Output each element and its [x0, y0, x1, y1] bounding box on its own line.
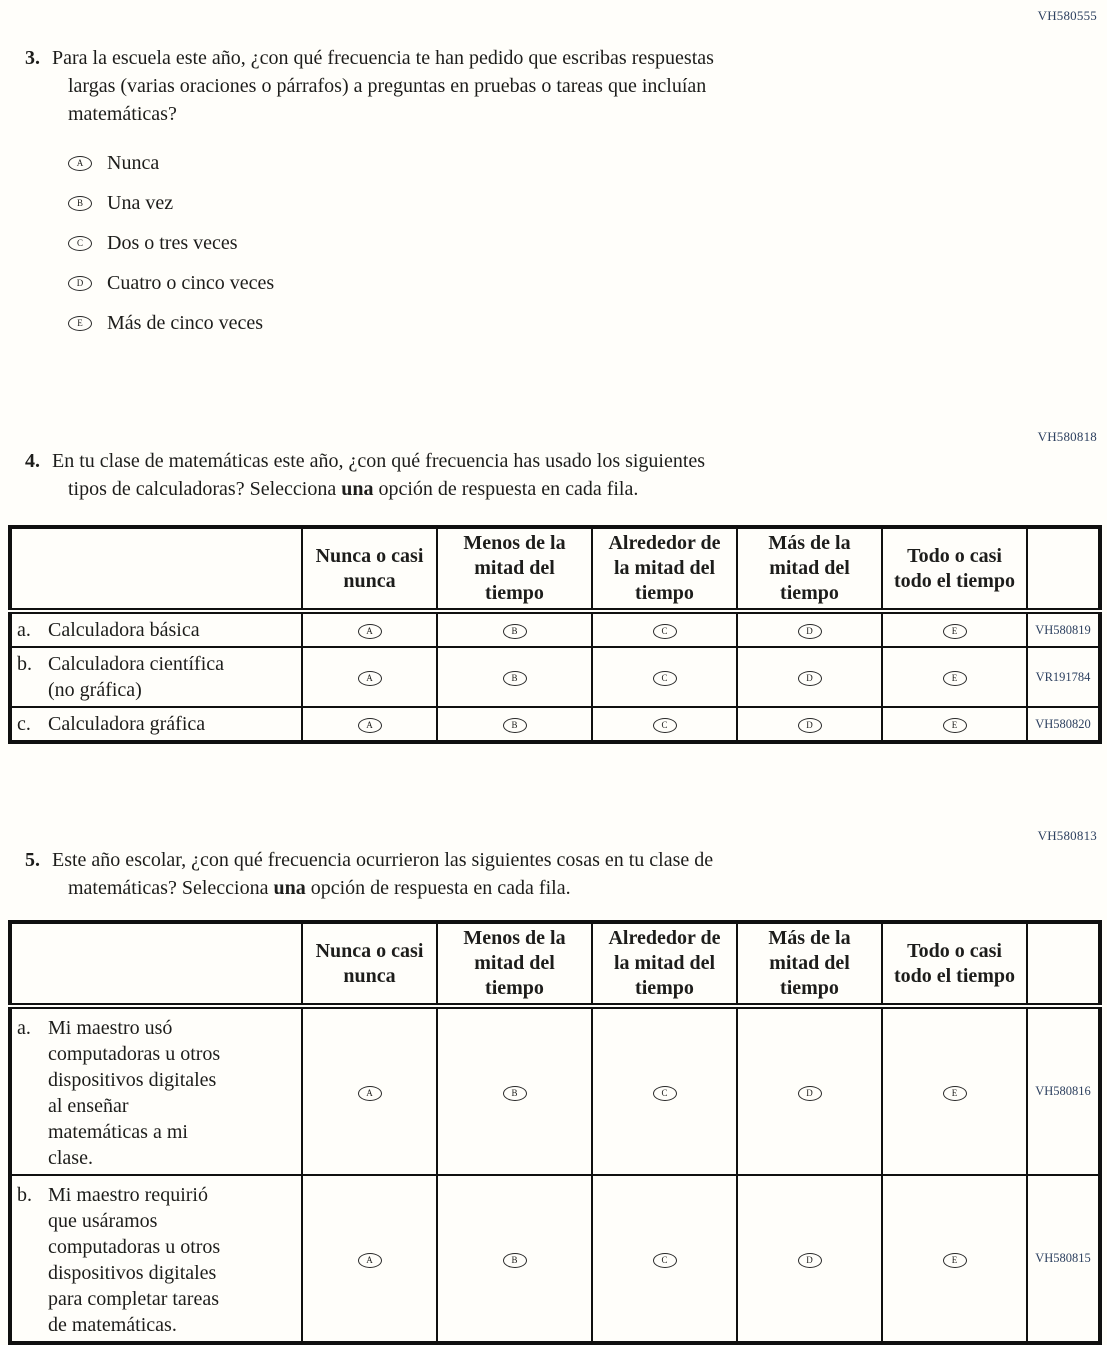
header-code-empty [1027, 527, 1100, 611]
answer-bubble-d-icon[interactable]: D [798, 624, 822, 639]
answer-bubble-a-icon[interactable]: A [358, 718, 382, 733]
answer-bubble-e-icon[interactable]: E [68, 316, 92, 331]
answer-cell[interactable] [592, 647, 737, 707]
answer-cell[interactable] [437, 707, 592, 742]
option-mas-de-cinco-veces[interactable] [68, 303, 1098, 343]
answer-cell[interactable] [592, 1006, 737, 1175]
bold-word: una [341, 478, 374, 500]
answer-bubble-b-icon[interactable]: B [503, 718, 527, 733]
item-code-row [0, 429, 1107, 445]
answer-bubble-a-icon[interactable]: A [358, 1253, 382, 1268]
answer-bubble-a-icon[interactable]: A [358, 624, 382, 639]
answer-cell[interactable] [302, 1175, 437, 1343]
question-4 [8, 447, 1098, 503]
answer-cell[interactable] [882, 647, 1027, 707]
question-3-text [8, 44, 1098, 128]
answer-cell[interactable] [737, 647, 882, 707]
answer-cell[interactable] [737, 707, 882, 742]
question-text-line: matemáticas? Selecciona una opción de respuesta en cada fila. [68, 877, 571, 899]
question-text-line: Este año escolar, ¿con qué frecuencia ocurrieron las siguientes cosas en tu clase de [52, 849, 714, 871]
answer-cell[interactable] [592, 707, 737, 742]
answer-cell[interactable] [437, 647, 592, 707]
answer-cell[interactable] [882, 707, 1027, 742]
answer-bubble-c-icon[interactable]: C [653, 1086, 677, 1101]
table-header-row [10, 527, 1100, 611]
option-label: Una vez [107, 191, 174, 214]
question-text-line: En tu clase de matemáticas este año, ¿con qué frecuencia has usado los siguientes [52, 450, 706, 472]
table-row [10, 707, 1100, 742]
answer-cell[interactable] [302, 647, 437, 707]
row-item-code: VH580815 [1027, 1175, 1100, 1343]
row-label: b. Mi maestro requirió que usáramos computadoras u otros dispositivos digitales para completar tareas de matemáticas. [10, 1175, 302, 1343]
option-una-vez[interactable] [68, 183, 1098, 223]
answer-cell[interactable] [592, 611, 737, 647]
row-label: a. Mi maestro usó computadoras u otros dispositivos digitales al enseñar matemáticas a mi clase. [10, 1006, 302, 1175]
question-3 [8, 44, 1098, 343]
header-code-empty [1027, 922, 1100, 1006]
answer-bubble-a-icon[interactable]: A [68, 156, 92, 171]
answer-cell[interactable] [302, 707, 437, 742]
answer-bubble-b-icon[interactable]: B [503, 1253, 527, 1268]
row-item-code: VR191784 [1027, 647, 1100, 707]
table-row [10, 1175, 1100, 1343]
question-number: 5. [25, 849, 40, 871]
answer-bubble-b-icon[interactable]: B [503, 1086, 527, 1101]
question-text-line: matemáticas? [68, 103, 177, 125]
question-4-text [8, 447, 1098, 503]
option-cuatro-o-cinco-veces[interactable] [68, 263, 1098, 303]
header-col: Nunca o casi nunca [302, 527, 437, 611]
row-item-code: VH580819 [1027, 611, 1100, 647]
answer-bubble-a-icon[interactable]: A [358, 1086, 382, 1101]
row-label: c. Calculadora gráfica [10, 707, 302, 742]
answer-bubble-c-icon[interactable]: C [653, 624, 677, 639]
answer-cell[interactable] [437, 611, 592, 647]
table-header-row [10, 922, 1100, 1006]
option-label: Más de cinco veces [107, 311, 264, 334]
row-label: a. Calculadora básica [10, 611, 302, 647]
answer-bubble-e-icon[interactable]: E [943, 671, 967, 686]
answer-cell[interactable] [737, 1175, 882, 1343]
option-dos-o-tres-veces[interactable] [68, 223, 1098, 263]
item-code-q4: VH580818 [1037, 429, 1097, 444]
question-5-text [8, 846, 1098, 902]
item-code-row [0, 828, 1107, 844]
answer-bubble-d-icon[interactable]: D [798, 1253, 822, 1268]
header-col: Todo o casi todo el tiempo [882, 922, 1027, 1006]
item-code-q3: VH580555 [1037, 8, 1097, 23]
question-number: 3. [25, 47, 40, 69]
row-label: b. Calculadora científica (no gráfica) [10, 647, 302, 707]
q5-answer-table [8, 920, 1102, 1345]
option-label: Cuatro o cinco veces [107, 271, 275, 294]
option-nunca[interactable] [68, 143, 1098, 183]
question-text-line: Para la escuela este año, ¿con qué frecuencia te han pedido que escribas respuestas [52, 47, 714, 69]
item-code-row [0, 0, 1107, 24]
row-item-code: VH580816 [1027, 1006, 1100, 1175]
answer-bubble-e-icon[interactable]: E [943, 624, 967, 639]
answer-cell[interactable] [302, 1006, 437, 1175]
question-5 [8, 846, 1098, 902]
header-col: Todo o casi todo el tiempo [882, 527, 1027, 611]
header-col: Más de la mitad del tiempo [737, 922, 882, 1006]
header-col: Menos de la mitad del tiempo [437, 527, 592, 611]
bold-word: una [273, 877, 306, 899]
answer-cell[interactable] [437, 1175, 592, 1343]
answer-bubble-a-icon[interactable]: A [358, 671, 382, 686]
header-col: Menos de la mitad del tiempo [437, 922, 592, 1006]
answer-cell[interactable] [592, 1175, 737, 1343]
answer-bubble-d-icon[interactable]: D [798, 718, 822, 733]
answer-cell[interactable] [737, 1006, 882, 1175]
answer-bubble-d-icon[interactable]: D [68, 276, 92, 291]
answer-bubble-c-icon[interactable]: C [653, 1253, 677, 1268]
header-empty [10, 922, 302, 1006]
answer-bubble-c-icon[interactable]: C [653, 718, 677, 733]
answer-options-list [68, 143, 1098, 343]
answer-bubble-b-icon[interactable]: B [503, 671, 527, 686]
item-code-q5: VH580813 [1037, 828, 1097, 843]
answer-bubble-d-icon[interactable]: D [798, 1086, 822, 1101]
header-col: Nunca o casi nunca [302, 922, 437, 1006]
question-text-line: largas (varias oraciones o párrafos) a preguntas en pruebas o tareas que incluían [68, 75, 707, 97]
answer-cell[interactable] [737, 611, 882, 647]
option-label: Nunca [107, 151, 160, 174]
table-row [10, 1006, 1100, 1175]
header-empty [10, 527, 302, 611]
header-col: Alrededor de la mitad del tiempo [592, 922, 737, 1006]
q4-answer-table [8, 525, 1102, 744]
answer-bubble-c-icon[interactable]: C [653, 671, 677, 686]
question-text-line: tipos de calculadoras? Selecciona una opción de respuesta en cada fila. [68, 478, 639, 500]
table-row [10, 611, 1100, 647]
answer-bubble-e-icon[interactable]: E [943, 1253, 967, 1268]
answer-cell[interactable] [882, 1006, 1027, 1175]
header-col: Alrededor de la mitad del tiempo [592, 527, 737, 611]
answer-cell[interactable] [437, 1006, 592, 1175]
answer-bubble-c-icon[interactable]: C [68, 236, 92, 251]
answer-cell[interactable] [882, 1175, 1027, 1343]
table-row [10, 647, 1100, 707]
answer-bubble-e-icon[interactable]: E [943, 718, 967, 733]
answer-bubble-e-icon[interactable]: E [943, 1086, 967, 1101]
answer-bubble-b-icon[interactable]: B [68, 196, 92, 211]
row-item-code: VH580820 [1027, 707, 1100, 742]
answer-cell[interactable] [302, 611, 437, 647]
option-label: Dos o tres veces [107, 231, 238, 254]
header-col: Más de la mitad del tiempo [737, 527, 882, 611]
question-number: 4. [25, 450, 40, 472]
answer-bubble-d-icon[interactable]: D [798, 671, 822, 686]
answer-cell[interactable] [882, 611, 1027, 647]
answer-bubble-b-icon[interactable]: B [503, 624, 527, 639]
